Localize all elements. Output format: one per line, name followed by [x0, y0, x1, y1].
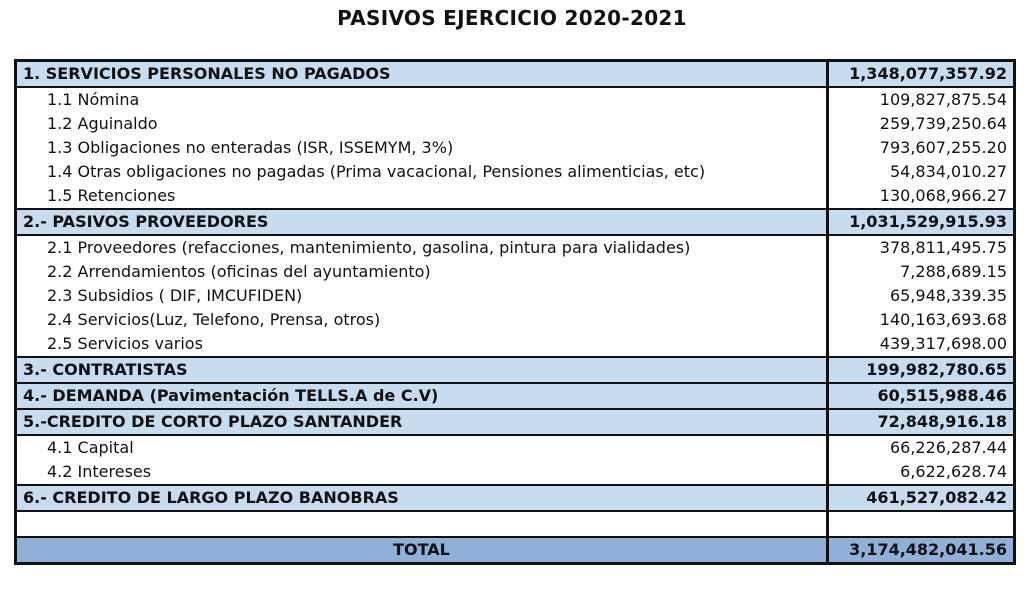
- liabilities-table: [14, 59, 1016, 565]
- item-row-amount: 54,834,010.27: [828, 160, 1015, 184]
- section-row-label: 1. SERVICIOS PERSONALES NO PAGADOS: [16, 61, 828, 88]
- item-row: [16, 112, 1015, 136]
- item-row-label: 2.1 Proveedores (refacciones, mantenimiento, gasolina, pintura para vialidades): [16, 235, 828, 260]
- item-row-label: 1.5 Retenciones: [16, 184, 828, 209]
- item-row-label: 2.4 Servicios(Luz, Telefono, Prensa, otros): [16, 308, 828, 332]
- item-row-label: 4.1 Capital: [16, 435, 828, 460]
- item-row: [16, 284, 1015, 308]
- section-row-amount: 60,515,988.46: [828, 383, 1015, 409]
- item-row-amount: 6,622,628.74: [828, 460, 1015, 485]
- section-row-label: 5.-CREDITO DE CORTO PLAZO SANTANDER: [16, 409, 828, 435]
- section-row: [16, 61, 1015, 88]
- item-row: [16, 308, 1015, 332]
- section-row-amount: 1,031,529,915.93: [828, 209, 1015, 235]
- item-row-label: 1.2 Aguinaldo: [16, 112, 828, 136]
- item-row-amount: 109,827,875.54: [828, 87, 1015, 112]
- item-row-label: 2.2 Arrendamientos (oficinas del ayuntamiento): [16, 260, 828, 284]
- section-row: [16, 409, 1015, 435]
- item-row: [16, 435, 1015, 460]
- section-row-amount: 461,527,082.42: [828, 485, 1015, 511]
- section-row-amount: 199,982,780.65: [828, 357, 1015, 383]
- section-row: [16, 209, 1015, 235]
- item-row-label: 4.2 Intereses: [16, 460, 828, 485]
- item-row: [16, 160, 1015, 184]
- section-row: [16, 485, 1015, 511]
- section-row: [16, 383, 1015, 409]
- item-row-amount: 140,163,693.68: [828, 308, 1015, 332]
- section-row-label: 3.- CONTRATISTAS: [16, 357, 828, 383]
- item-row-amount: 66,226,287.44: [828, 435, 1015, 460]
- blank-row-label: [16, 511, 828, 537]
- item-row-label: 1.4 Otras obligaciones no pagadas (Prima vacacional, Pensiones alimenticias, etc): [16, 160, 828, 184]
- item-row-label: 2.3 Subsidios ( DIF, IMCUFIDEN): [16, 284, 828, 308]
- item-row: [16, 332, 1015, 357]
- item-row-amount: 7,288,689.15: [828, 260, 1015, 284]
- section-row: [16, 357, 1015, 383]
- document-title: PASIVOS EJERCICIO 2020-2021: [337, 6, 687, 30]
- item-row: [16, 184, 1015, 209]
- section-row-label: 6.- CREDITO DE LARGO PLAZO BANOBRAS: [16, 485, 828, 511]
- item-row: [16, 235, 1015, 260]
- item-row-label: 1.3 Obligaciones no enteradas (ISR, ISSEMYM, 3%): [16, 136, 828, 160]
- total-row-label: TOTAL: [16, 537, 828, 564]
- blank-row: [16, 511, 1015, 537]
- item-row: [16, 460, 1015, 485]
- blank-row-amount: [828, 511, 1015, 537]
- section-row-amount: 1,348,077,357.92: [828, 61, 1015, 88]
- item-row-amount: 130,068,966.27: [828, 184, 1015, 209]
- section-row-label: 2.- PASIVOS PROVEEDORES: [16, 209, 828, 235]
- section-row-amount: 72,848,916.18: [828, 409, 1015, 435]
- total-row-amount: 3,174,482,041.56: [828, 537, 1015, 564]
- item-row-amount: 793,607,255.20: [828, 136, 1015, 160]
- item-row-label: 1.1 Nómina: [16, 87, 828, 112]
- item-row: [16, 136, 1015, 160]
- item-row: [16, 87, 1015, 112]
- total-row: [16, 537, 1015, 564]
- item-row: [16, 260, 1015, 284]
- item-row-amount: 439,317,698.00: [828, 332, 1015, 357]
- item-row-amount: 259,739,250.64: [828, 112, 1015, 136]
- item-row-label: 2.5 Servicios varios: [16, 332, 828, 357]
- item-row-amount: 65,948,339.35: [828, 284, 1015, 308]
- item-row-amount: 378,811,495.75: [828, 235, 1015, 260]
- section-row-label: 4.- DEMANDA (Pavimentación TELLS.A de C.V): [16, 383, 828, 409]
